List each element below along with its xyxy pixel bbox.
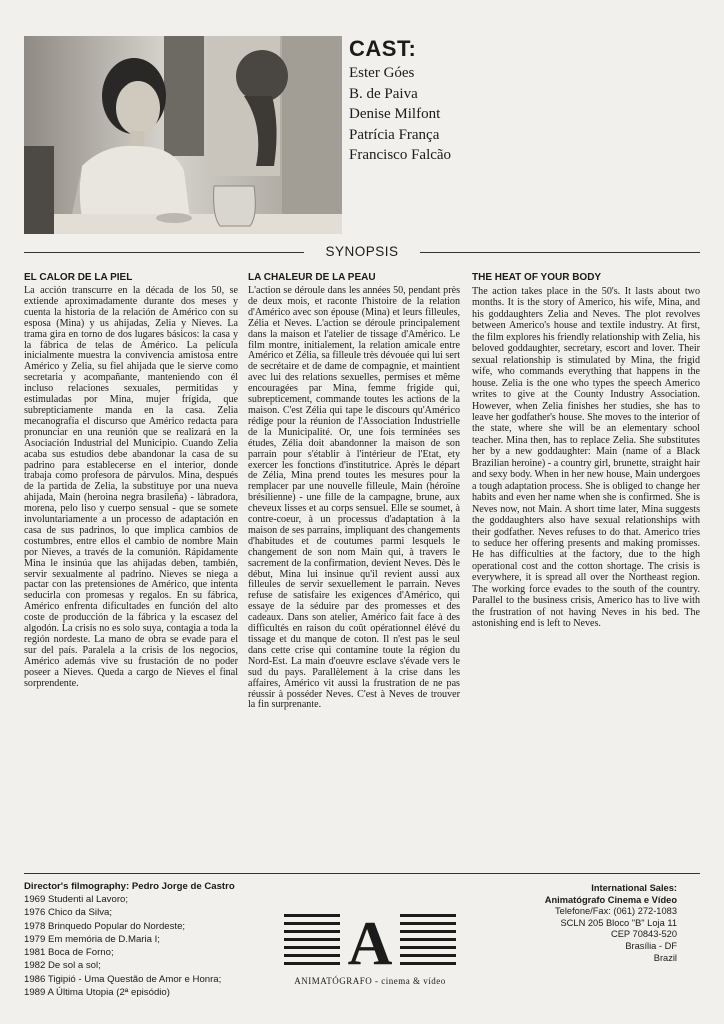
sales-line: SCLN 205 Bloco "B" Loja 11 [560,917,677,928]
filmography-heading: Director's filmography: Pedro Jorge de Castro [24,881,235,892]
cast-member: B. de Paiva [349,85,418,102]
sales-heading: International Sales: [591,883,677,893]
column-text: La acción transcurre en la década de los 50, se extiende aproximadamente durante dos meses y cuenta la historia de la relación de Américo con su esposa (Mina) y us ahijadas, Zelia y Nieves. La trama gira en torno de dos lugares básicos: la casa y la fábrica de telas de Américo. La película inicialmente muestra la convivencia amistosa entre Américo y Zelia, su fiel ahijada que le sierve como secretaria y acompañante, manteniendo con él incluso relaciones sexuales, permitidas y estimuladas por Mina, mujer frígida, que subrepticiamente manda en la casa. Zelia mecanografía el discurso que Américo redacta para pronunciar en una reunión que se realizará en la Asociación Industrial del Municipio. Cuando Zelia acaba sus estudios debe abandonar la casa de su padrino para establecerse en el interior, donde trabaja como profesora de párvulos. Mina, después de la partida de Zelia, la substituye por una nueva ahijada, Main (heroina negra brasileña) - làbradora, morena, pelo liso y cuerpo sensual - que se somete involuntariamente a un processo de adaptación en casa de sus padrinos, lo que implica cambios de costumbres, entre ellos el cambio de nombre Main por Nieves, a través de la comunión. Rápidamente Mina le insinúa que las ahijadas deben, también, servir sexualmente al padrino. Nieves se niega a pactar con las pretensiones de Américo, que intenta seducirla con promesas y regalos. En su fábrica, Américo enfrenta dificultades en función del alto coste de producción de la fábrica y la escasez del algodón. La crisis no es solo suya, contagia a toda la región nordeste. La mano de obra se evade para el sur del país. Paralela a la crisis de los negocios, Américo además vive su frustación de no poder poseer a Nieves. Queda a cargo de Nieves el final sorprendente. [24,285,238,689]
cast-title: CAST: [349,36,417,61]
cast-member: Denise Milfont [349,106,441,123]
sales-company: Animatógrafo Cinema e Vídeo [544,894,677,905]
synopsis-label: SYNOPSIS [325,244,399,259]
filmography-item: 1979 Em memória de D.Maria I; [24,933,160,945]
sales-line: Brazil [653,952,677,963]
filmography-list [24,893,284,999]
synopsis-heading [24,243,700,263]
filmography-item: 1978 Brinquedo Popular do Nordeste; [24,920,186,932]
synopsis-column-spanish [24,272,238,690]
logo-caption: ANIMATÓGRAFO - cinema & vídeo [294,976,446,986]
filmography-item: 1989 A Última Utopia (2ª episódio) [24,987,170,999]
logo-letter: A [347,910,393,974]
cast-member: Francisco Falcão [349,147,452,164]
column-text: L'action se déroule dans les années 50, pendant près de deux mois, et raconte l'histoire de la relation d'Américo avec son épouse (Mina) et leurs filleules, Zélia et Neves. L'action se déroule principalement dans la maison et l'atelier de tissage d'Américo. Le film montre, initialement, la relation amicale entre Américo et Zélia, sa filleule très dévouée qui lui sert de secrétaire et de dame de compagnie, et maintient avec lui des relations sexuelles, permises et même encouragées par Mina, femme frigide qui, subrepticement, commande toutes les actions de la maison. C'est Zélia qui tape le discours qu'Américo rédige pour la réunion de l'Association Industrielle de la Municipalité. Or, une fois terminées ses études, Zélia doit abandonner la maison de son parrain pour s'établir à l'intérieur de l'Etat, ety exercer les fonctions d'institutrice. Après le départ de Zélia, Mina prend toutes les mesures pour la remplacer par une nouvelle filleule, Main (héroïne brésilienne) - une fille de la campagne, brune, aux cheveux lisses et au corps sensuel. Elle se soumet, à contre-coeur, à un processus d'adaptation à la maison de ses parrains, impliquant des changements d'habitudes et de coutumes parmi lesquels le changement de son nom Main qui, à travers le sacrement de la confirmation, devient Neves. Dès le début, Mina lui insinue qu'il revient aussi aux filleules de servir sexuellement le parrain. Neves refuse de satisfaire les exigences d'Américo, qui essaye de la séduire par des promesses et des cadeaux. Dans son atelier, Américo fait face à des difficultés en raison du coût opérationnel élévé du tissage et du manque de coton. Il n'est pas le seul dans cette crise qui contamine toute la région du Nord-Est. La main d'oeuvre esclave s'évade vers le sud du pays. Parallèlement à la crise dans les affaires, Américo vit aussi la frustration de ne pas réussir à posséder Neves. C'est à Neves de trouver la fin surprenante. [248,285,460,711]
filmography-item: 1982 De sol a sol; [24,960,101,972]
filmography-block [24,880,284,999]
international-sales-block [437,883,677,964]
sales-line: CEP 70843-520 [611,929,677,940]
film-still-photo [24,36,342,234]
cast-member: Ester Góes [349,65,415,81]
cast-member: Patrícia França [349,126,440,143]
column-title: LA CHALEUR DE LA PEAU [248,272,376,283]
filmography-item: 1986 Tigipió - Uma Questão de Amor e Honra; [24,973,222,985]
sales-line: Brasília - DF [625,940,677,951]
column-text: The action takes place in the 50's. It lasts about two months. It is the story of Americo, his wife, Mina, and his goddaughters Zelia and Neves. The plot revolves between Americo's house and textile industry. At first, the film explores his friendly relationship with Zelia, his beloved goddaughter, secretary, escort and lover. Their sexual relationship is stimulated by Mina, the frigid wife, who commands everything that happens in the house. Zelia is the one who types the speech Americo writes to give at the County Industry Association. However, when Zelia finishes her studies, she has to leave her godfather's house. She moves to the interior of the state, where she will be an elementary school teacher. Mina then, has to replace Zelia. She substitutes her by a new goddaughter: Main (name of a Black Brazilian heroine) - a country girl, brunette, straight hair and sexy body. When in her new house, Main undergoes a tough adaptation process. She is obliged to change her habits and even her name when she is confirmed. She is Neves now, not Main. A short time later, Mina suggests the goddaughters also have sexual relationships with their godfather. Neves refuses to do that. Americo tries to seduce her offering presents and making promisses. He has difficulties at the factory, due to the high operational cost and the cotton shortage. The crisis is everywhere, it is spread all over the Northeast region. The working force evades to the south of the country. Parallel to the business crisis, Americo has to live with the frustration of not having Neves in his bed. The astonishing end is left to Neves. [472,286,700,630]
synopsis-column-french [248,272,460,711]
filmography-item: 1981 Boca de Forno; [24,947,114,959]
divider [24,873,700,874]
column-title: THE HEAT OF YOUR BODY [472,272,602,283]
sales-line: Telefone/Fax: (061) 272-1083 [555,906,677,917]
cast-list [349,63,549,166]
filmography-item: 1969 Studenti al Lavoro; [24,894,129,905]
film-still-illustration [24,36,342,234]
column-title: EL CALOR DE LA PIEL [24,272,133,283]
filmography-item: 1976 Chico da Silva; [24,907,112,919]
cast-block [349,36,549,166]
synopsis-column-english [472,272,700,630]
